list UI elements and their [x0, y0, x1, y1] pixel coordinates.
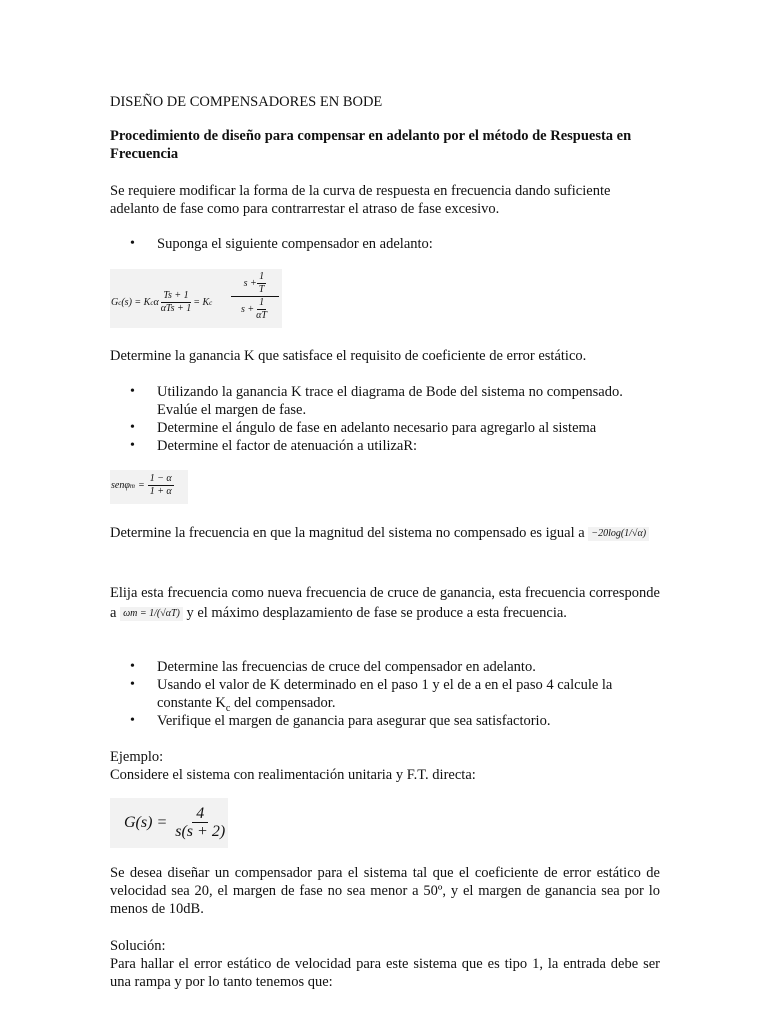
choose-paragraph [110, 583, 660, 623]
fraction-denominator: 1 + α [149, 486, 172, 497]
list-item-text: del compensador. [230, 695, 336, 711]
compensator-formula: G c (s) = K c α $\frac{Ts + 1}{\text{αTs + 1}}$ = K c s + $\frac{1}{T}$ s + $\frac{1}{\alpha T}$ [110, 269, 282, 328]
example-label: Ejemplo: [110, 749, 164, 765]
fraction-numerator: Ts + 1 [163, 290, 189, 301]
formula-alpha: α [153, 296, 159, 308]
list-item: • Determine el factor de atenuación a utilizaR: [110, 437, 660, 455]
gain-paragraph: Determine la ganancia K que satisface el requisito de coeficiente de error estático. [110, 348, 587, 364]
formula-lhs: G [111, 296, 119, 308]
solution-label: Solución: [110, 938, 166, 954]
omega-formula: ωm = 1/(√αT) [120, 607, 183, 621]
example-paragraph: Considere el sistema con realimentación unitaria y F.T. directa: [110, 767, 476, 783]
list-item: • Determine las frecuencias de cruce del compensador en adelanto. [110, 658, 660, 676]
steps-list [110, 383, 660, 455]
fraction-denominator: αTs + 1 [160, 303, 192, 314]
formula-eq2: = K [193, 296, 210, 308]
list-item: • Verifique el margen de ganancia para asegurar que sea satisfactorio. [110, 712, 660, 730]
frequency-paragraph [110, 524, 660, 542]
list-item: • Suponga el siguiente compensador en adelanto: [110, 235, 660, 253]
sen-lhs: senφ [111, 479, 130, 491]
fraction-numerator: 1 [259, 297, 265, 308]
list-item: • Utilizando la ganancia K trace el diagrama de Bode del sistema no compensado. Evalúe el margen de fase. [110, 383, 660, 419]
solution-paragraph: Para hallar el error estático de velocidad para este sistema que es tipo 1, la entrada debe ser una rampa y por lo tanto tenemos que: [110, 956, 660, 990]
sen-formula: senφ m = $\frac{1 - \alpha}{1 + \alpha}$ [110, 470, 188, 504]
fraction2-den-s: s + [241, 303, 255, 315]
frequency-text: Determine la frecuencia en que la magnitud del sistema no compensado es igual a [110, 525, 585, 541]
suppose-list [110, 235, 660, 253]
intro-paragraph: Se requiere modificar la forma de la curva de respuesta en frecuencia dando suficiente adelanto de fase como para contrarrestar el atraso de fase excesivo. [110, 183, 611, 217]
list-item-sub: c [225, 702, 231, 714]
g-fraction [171, 805, 229, 840]
choose-text-a: Elija esta frecuencia como nueva frecuencia de cruce de ganancia, esta frecuencia corresponde a [110, 585, 660, 621]
fraction-numerator: 1 − α [149, 473, 172, 484]
document-title: DISEÑO DE COMPENSADORES EN BODE [110, 94, 383, 110]
compensator-steps-list [110, 658, 660, 730]
fraction2-num-frac [257, 271, 267, 296]
formula-lhs-arg: (s) = K [121, 296, 151, 308]
g-lhs: G(s) = [124, 813, 168, 831]
formula-fraction-1 [159, 290, 194, 315]
list-item: • Determine el ángulo de fase en adelanto necesario para agregarlo al sistema [110, 419, 660, 437]
transfer-function-formula [110, 798, 228, 848]
fraction-numerator: 4 [192, 805, 208, 823]
design-paragraph: Se desea diseñar un compensador para el sistema tal que el coeficiente de error estático de velocidad sea 20, el margen de fase no sea menor a 50º, y el margen de ganancia sea por lo menos de 10dB. [110, 865, 660, 917]
fraction-numerator: 1 [259, 271, 265, 282]
fraction-denominator: αT [256, 310, 267, 321]
sen-fraction [148, 473, 174, 498]
sen-eq: = [137, 479, 145, 491]
fraction2-num-s: s + [243, 277, 257, 289]
fraction-denominator: T [258, 284, 265, 295]
fraction2-den-frac [254, 297, 269, 322]
list-item-text: Usando el valor de K determinado en el paso 1 y el de a en el paso 4 calcule la constante K [157, 677, 613, 711]
choose-text-b: y el máximo desplazamiento de fase se produce a esta frecuencia. [186, 605, 567, 621]
frequency-formula: −20log(1/√α) [588, 527, 649, 541]
fraction-denominator: s(s + 2) [175, 823, 226, 840]
list-item [110, 676, 660, 712]
document-subtitle: Procedimiento de diseño para compensar en adelanto por el método de Respuesta en Frecuencia [110, 128, 632, 162]
